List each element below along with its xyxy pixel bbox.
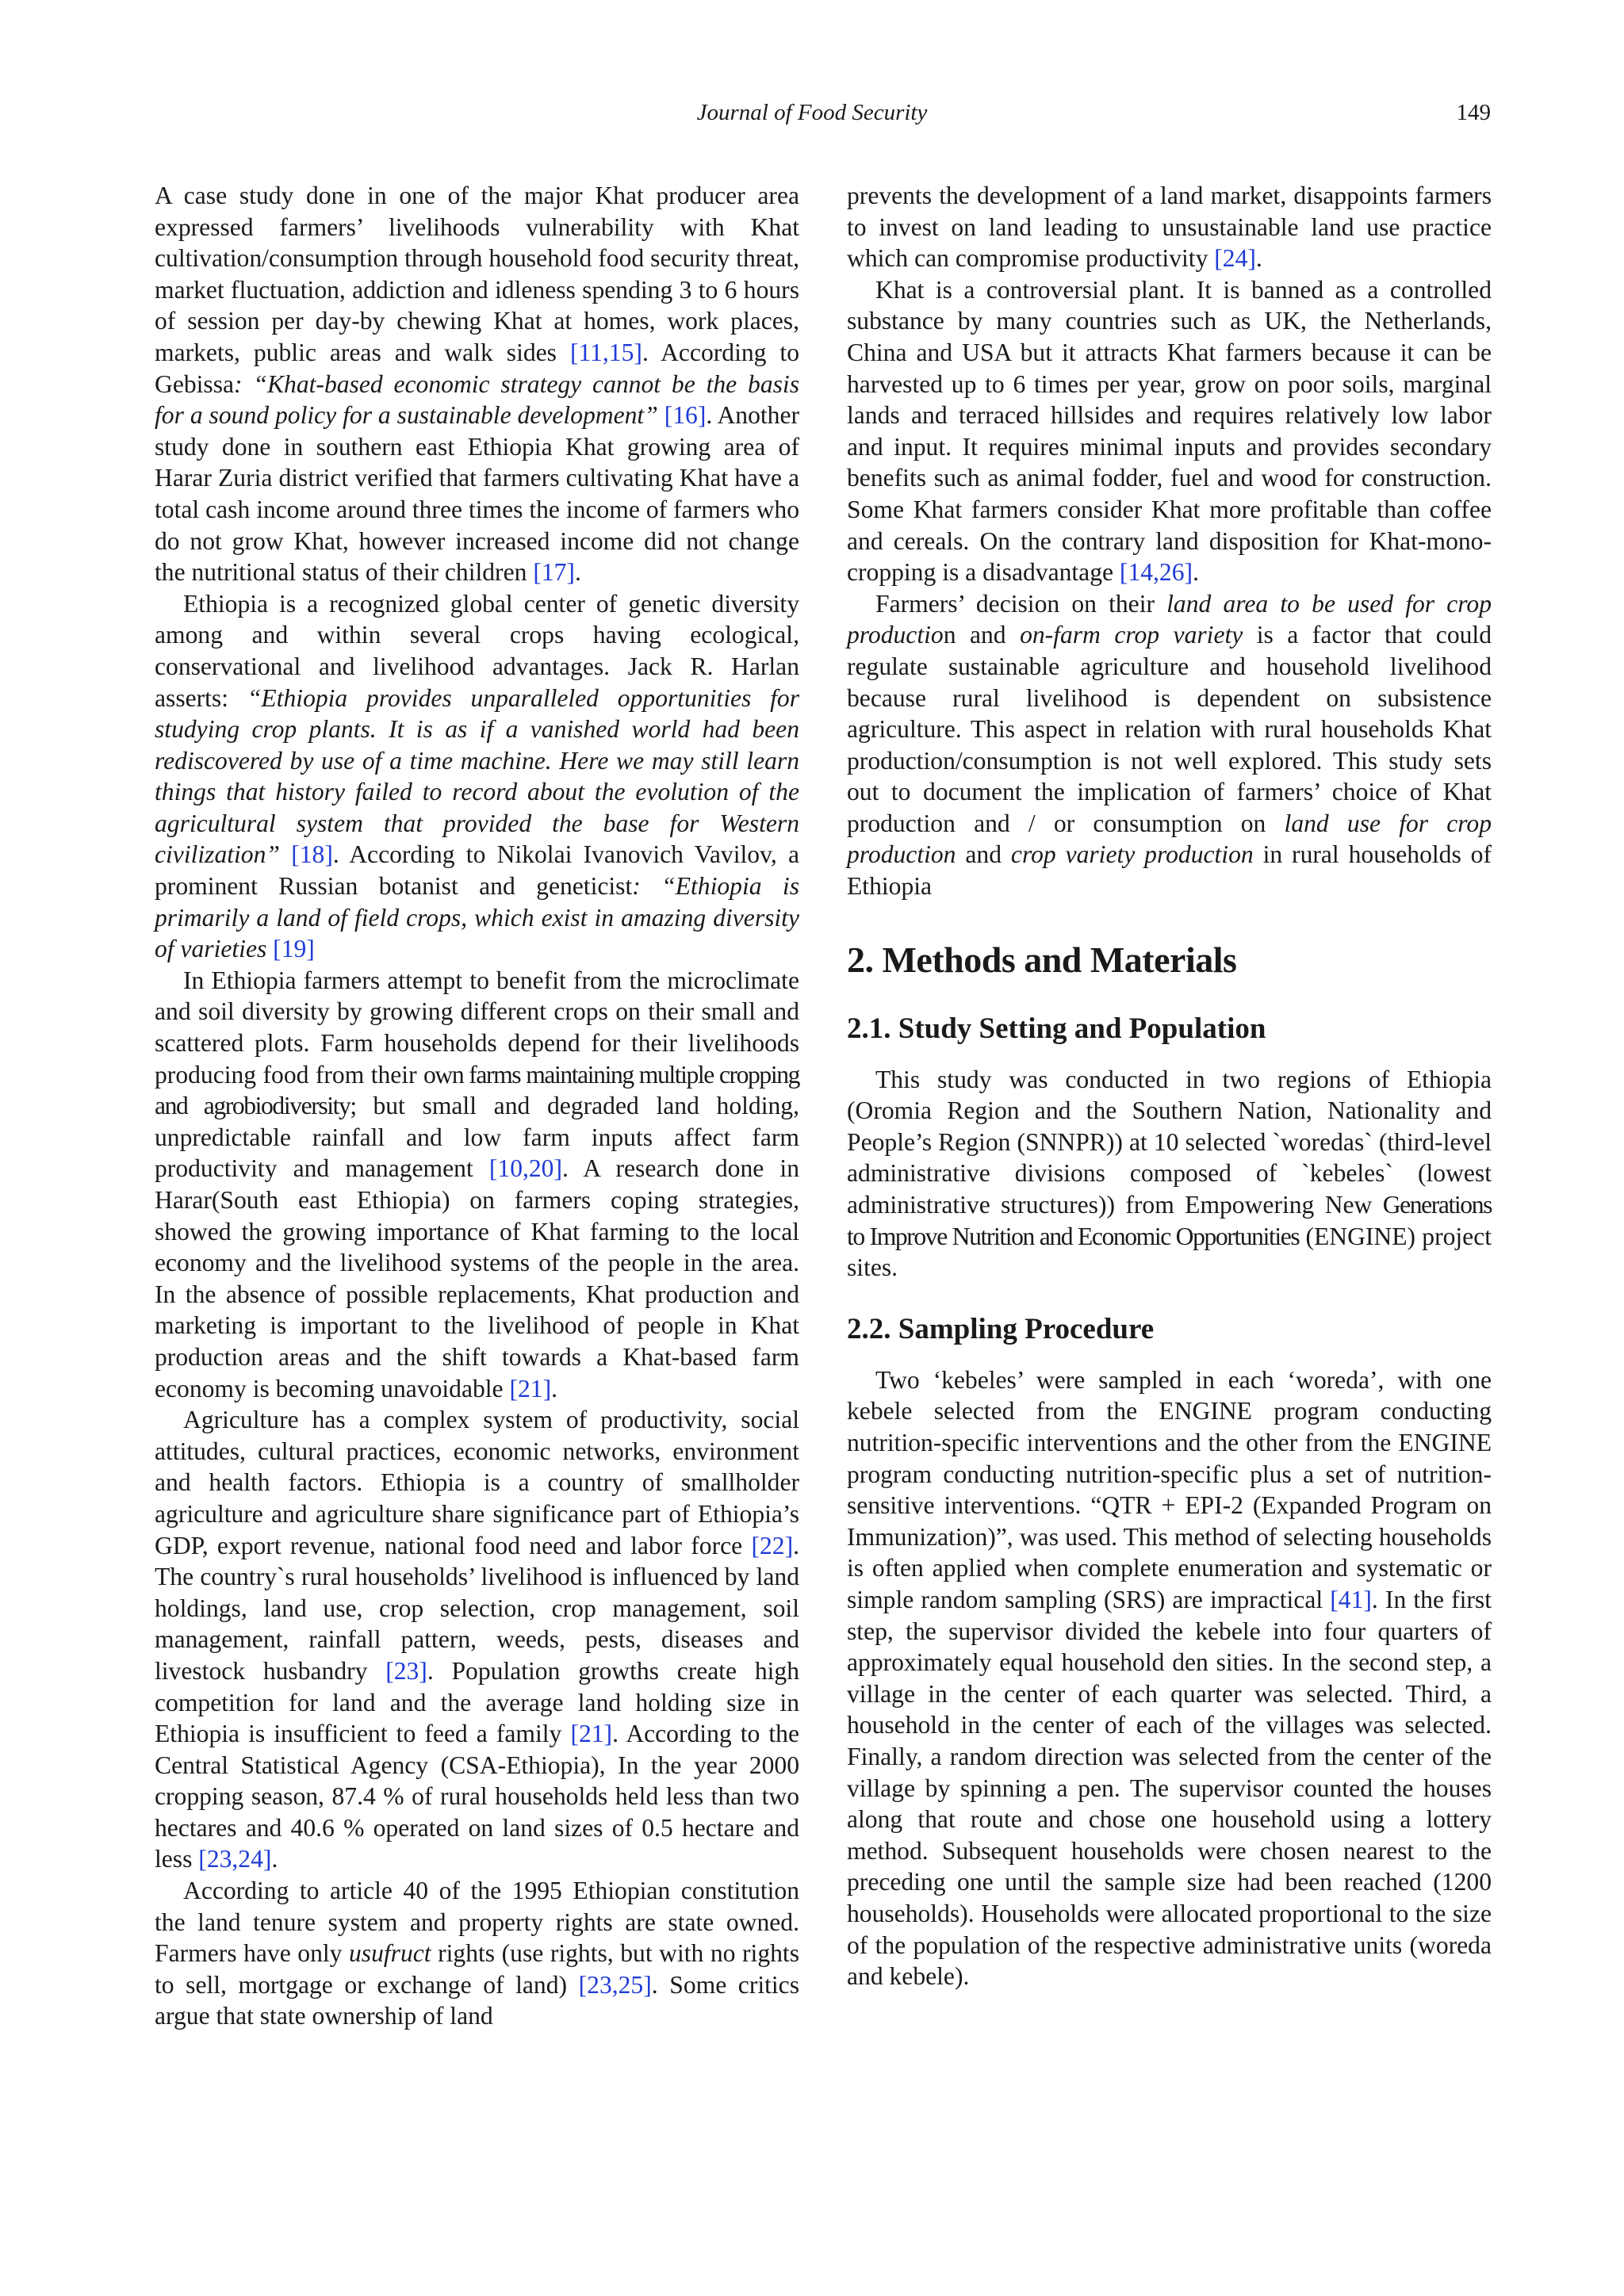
citation-link[interactable]: [21] [570, 1720, 613, 1748]
quote: “Ethiopia provides unparalleled opportunities for studying crop plants. It is as if a vanished world had been rediscovered by use of a time machine. Here we may still learn things that history failed to record about the evolution of the agricultural system that provided the base for Western civilization” [155, 683, 800, 869]
citation-link[interactable]: [24] [1214, 244, 1256, 273]
paragraph: Farmers’ decision on their land area to be used for crop production and on-farm crop variety is a factor that could regulate sustainable agriculture and household livelihood because rural livelihood is dependent on subsistence agriculture. This aspect in relation with rural households Khat production/consumption is not well explored. This study sets out to document the implication of farmers’ choice of Khat production and / or consumption on land use for crop production and crop variety production in rural households of Ethiopia [847, 589, 1492, 901]
paragraph: Khat is a controversial plant. It is banned as a controlled substance by many countries such as UK, the Netherlands, China and USA but it attracts Khat farmers because it can be harvested up to 6 times per year, grow on poor soils, marginal lands and terraced hillsides and requires relatively low labor and input. It requires minimal inputs and provides secondary benefits such as animal fodder, fuel and wood for construction. Some Khat farmers consider Khat more profitable than coffee and cereals. On the contrary land disposition for Khat-mono-cropping is a disadvantage [14,26]. [847, 275, 1492, 587]
paragraph: In Ethiopia farmers attempt to benefit from the microclimate and soil diversity by growing different crops on their small and scattered plots. Farm households depend for their livelihoods producing food from their own farms maintaining multiple cropping and agrobiodiversity; but small and degraded land holding, unpredictable rainfall and low farm inputs affect farm productivity and management [10,20]. A research done in Harar(South east Ethiopia) on farmers coping strategies, showed the growing importance of Khat farming to the local economy and the livelihood systems of the people in the area. In the absence of possible replacements, Khat production and marketing is important to the livelihood of people in Khat production areas and the shift towards a Khat-based farm economy is becoming unavoidable [21]. [155, 966, 799, 1402]
citation-link[interactable]: [22] [751, 1531, 794, 1559]
citation-link[interactable]: [23,24] [198, 1845, 272, 1873]
citation-link[interactable]: [10,20] [488, 1154, 563, 1183]
quote: : “Ethiopia is primarily a land of field crops, which exist in amazing diversity of varieties [155, 872, 799, 963]
citation-link[interactable]: [17] [533, 558, 575, 587]
paragraph: Agriculture has a complex system of productivity, social attitudes, cultural practices, economic networks, environment and health factors. Ethiopia is a country of smallholder agriculture and agriculture share significance part of Ethiopia’s GDP, export revenue, national food need and labor force [22]. The country`s rural households’ livelihood is influenced by land holdings, land use, crop selection, crop management, soil management, rainfall pattern, weeds, pests, diseases and livestock husbandry [23]. Population growths create high competition for land and the average land holding size in Ethiopia is insufficient to feed a family [21]. According to the Central Statistical Agency (CSA-Ethiopia), In the year 2000 cropping season, 87.4 % of rural households held less than two hectares and 40.6 % operated on land sizes of 0.5 hectare and less [23,24]. [155, 1406, 799, 1873]
left-column [155, 180, 799, 2032]
paragraph: Ethiopia is a recognized global center of genetic diversity among and within several crops having ecological, conservational and livelihood advantages. Jack R. Harlan asserts: “Ethiopia provides unparalleled opportunities for studying crop plants. It is as if a vanished world had been rediscovered by use of a time machine. Here we may still learn things that history failed to record about the evolution of the agricultural system that provided the base for Western civilization” [18]. According to Nikolai Ivanovich Vavilov, a prominent Russian botanist and geneticist: “Ethiopia is primarily a land of field crops, which exist in amazing diversity of varieties [19] [155, 589, 800, 963]
paragraph: A case study done in one of the major Khat producer area expressed farmers’ livelihoods vulnerability with Khat cultivation/consumption through household food security threat, market fluctuation, addiction and idleness spending 3 to 6 hours of session per day-by chewing Khat at homes, work places, markets, public areas and walk sides [11,15]. According to Gebissa: “Khat-based economic strategy cannot be the basis for a sound policy for a sustainable development” [16]. Another study done in southern east Ethiopia Khat growing area of Harar Zuria district verified that farmers cultivating Khat have a total cash income around three times the income of farmers who do not grow Khat, however increased income did not change the nutritional status of their children [17]. [155, 182, 800, 587]
citation-link[interactable]: [14,26] [1119, 558, 1193, 587]
page-header [0, 97, 1624, 128]
right-column [847, 180, 1492, 1992]
citation-link[interactable]: [19] [273, 935, 315, 963]
subsection-heading: 2.1. Study Setting and Population [847, 1012, 1266, 1045]
subsection-heading: 2.2. Sampling Procedure [847, 1312, 1155, 1345]
citation-link[interactable]: [11,15] [569, 338, 642, 366]
citation-link[interactable]: [16] [664, 401, 707, 430]
section-heading: 2. Methods and Materials [847, 939, 1237, 980]
citation-link[interactable]: [21] [509, 1374, 552, 1402]
citation-link[interactable]: [41] [1330, 1585, 1372, 1613]
journal-title: Journal of Food Security [696, 100, 928, 125]
paragraph: Two ‘kebeles’ were sampled in each ‘woreda’, with one kebele selected from the ENGINE program conducting nutrition-specific interventions and the other from the ENGINE program conducting nutrition-specific plus a set of nutrition-sensitive interventions. “QTR + EPI-2 (Expanded Program on Immunization)”, was used. This method of selecting households is often applied when complete enumeration and systematic or simple random sampling (SRS) are impractical [41]. In the first step, the supervisor divided the kebele into four quarters of approximately equal household den sities. In the second step, a village in the center of each quarter was selected. Third, a household in the center of each of the villages was selected. Finally, a random direction was selected from the center of the village by spinning a pen. The supervisor counted the houses along that route and chose one household using a lottery method. Subsequent households were chosen nearest to the preceding one until the sample size had been reached (1200 households). Households were allocated proportional to the size of the population of the respective administrative units (woreda and kebele). [847, 1365, 1492, 1991]
citation-link[interactable]: [23] [385, 1656, 427, 1685]
citation-link[interactable]: [18] [291, 840, 333, 869]
citation-link[interactable]: [23,25] [578, 1970, 652, 1999]
quote: : “Khat-based economic strategy cannot be the basis for a sound policy for a sustainable development” [155, 369, 799, 430]
page-number: 149 [1456, 100, 1491, 125]
paragraph: This study was conducted in two regions of Ethiopia (Oromia Region and the Southern Nation, Nationality and People’s Region (SNNPR)) at 10 selected `woredas` (third-level administrative divisions composed of `kebeles` (lowest administrative structures)) from Empowering New Generations to Improve Nutrition and Economic Opportunities (ENGINE) project sites. [847, 1065, 1492, 1282]
paragraph: prevents the development of a land market, disappoints farmers to invest on land leading to unsustainable land use practice which can compromise productivity [24]. [847, 182, 1492, 273]
paragraph: According to article 40 of the 1995 Ethiopian constitution the land tenure system and property rights are state owned. Farmers have only usufruct rights (use rights, but with no rights to sell, mortgage or exchange of land) [23,25]. Some critics argue that state ownership of land [155, 1877, 800, 2030]
